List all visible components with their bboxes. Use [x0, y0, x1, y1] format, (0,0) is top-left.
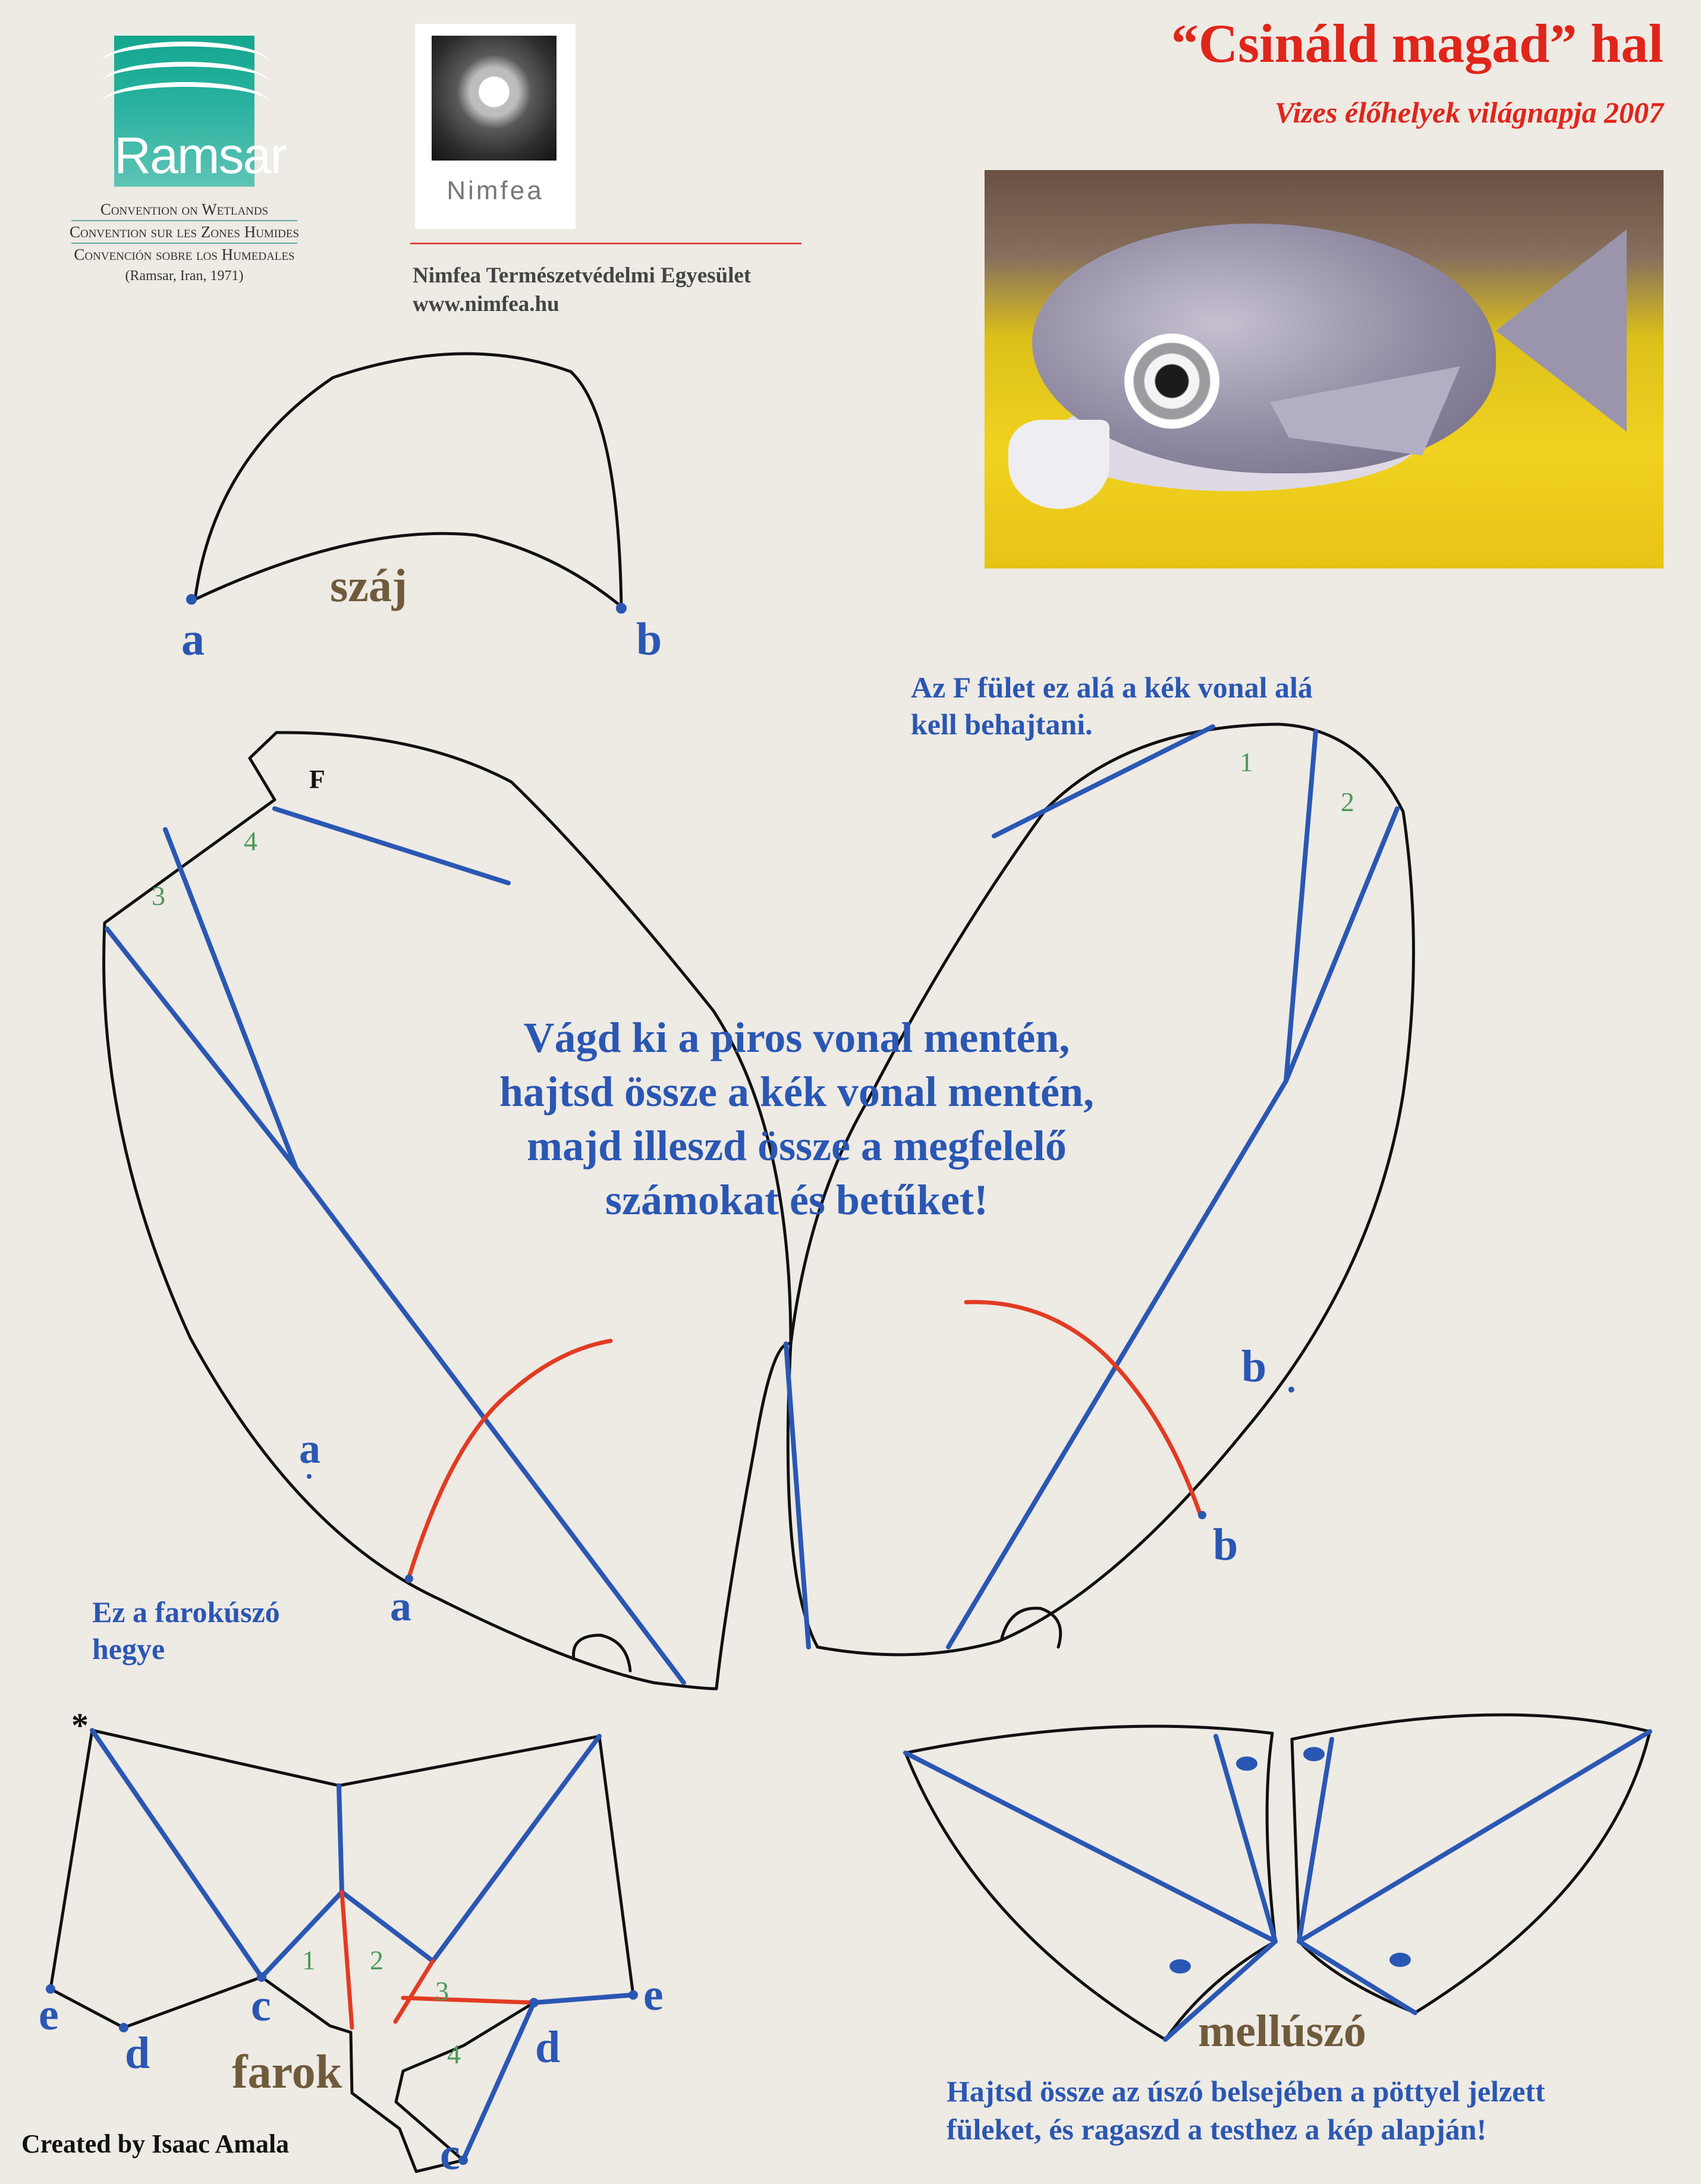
marker-dot: [186, 594, 197, 605]
fold-line: [534, 1995, 633, 2003]
cut-line: [403, 1998, 534, 2003]
fin-tab-dot: [1303, 1747, 1325, 1761]
tail-tip-note: [92, 1594, 280, 1667]
nimfea-org-name: Nimfea Természetvédelmi Egyesület: [413, 263, 752, 288]
marker-letter-e: e: [643, 1970, 664, 2020]
marker-letter-a: a: [299, 1425, 320, 1472]
tail-tip-note-line2: hegye: [92, 1632, 165, 1666]
page-title: “Csináld magad” hal: [1171, 13, 1664, 74]
tab-f-instruction-line1: Az F fület ez alá a kék vonal alá: [911, 671, 1313, 704]
tab-left-outline: [574, 1635, 630, 1671]
marker-dot: [628, 1990, 638, 2000]
fold-number-3: 3: [152, 881, 165, 911]
fold-number-4: 4: [244, 826, 257, 856]
ramsar-line-french: Convention sur les Zones Humides: [69, 223, 300, 241]
cut-line: [966, 1302, 1200, 1513]
nimfea-website: www.nimfea.hu: [413, 292, 559, 316]
fold-line: [296, 1168, 684, 1683]
fin-tab-dot: [1236, 1756, 1257, 1771]
fold-number-1: 1: [1240, 747, 1253, 777]
cut-line: [409, 1341, 611, 1577]
main-instruction-line3: majd illeszd össze a megfelelő: [527, 1122, 1067, 1170]
cut-line: [342, 1892, 352, 2028]
tab-f-instruction: [911, 669, 1313, 743]
fold-number-2: 2: [370, 1945, 383, 1975]
fold-number-2: 2: [1341, 787, 1354, 817]
ramsar-logo-word: Ramsar: [114, 127, 287, 184]
fold-lines: [92, 727, 1650, 2160]
marker-dot: [529, 1998, 539, 2007]
fold-number-4: 4: [447, 2039, 461, 2069]
marker-dot: [307, 1474, 312, 1479]
main-instruction-line4: számokat és betűket!: [605, 1176, 988, 1224]
fold-line: [1299, 1941, 1415, 2013]
marker-letter-b: b: [636, 613, 662, 665]
cut-lines: [342, 1302, 1200, 2028]
fold-line: [275, 809, 508, 883]
fold-line: [339, 1786, 342, 1892]
marker-dot: [616, 603, 627, 614]
fold-number-1: 1: [302, 1945, 316, 1975]
fold-number-3: 3: [435, 1976, 449, 2006]
marker-letter-a: a: [181, 613, 205, 665]
fold-line: [463, 2003, 534, 2160]
fold-line: [1299, 1732, 1650, 1941]
tail-tip-note-line1: Ez a farokúszó: [92, 1595, 280, 1629]
fold-line: [165, 829, 296, 1168]
marker-letter-e: e: [39, 1990, 59, 2040]
marker-dot: [1198, 1511, 1206, 1519]
ramsar-line-spanish: Convención sobre los Humedales: [74, 246, 295, 263]
marker-letter-c: c: [251, 1981, 271, 2031]
marker-letter-c: c: [440, 2129, 460, 2179]
fold-line: [1286, 809, 1397, 1081]
fold-line: [994, 727, 1213, 836]
tab-f-label: F: [309, 765, 325, 794]
pectoral-fin-label: mellúszó: [1198, 2006, 1366, 2056]
credit-text: Created by Isaac Amala: [21, 2129, 290, 2158]
marker-letter-b: b: [1241, 1341, 1267, 1391]
fin-tab-dot: [1169, 1959, 1191, 1974]
cut-line: [395, 1961, 433, 2022]
fin-instruction-line1: Hajtsd össze az úszó belsejében a pöttyel jelzett: [947, 2075, 1545, 2108]
marker-letter-d: d: [535, 2022, 561, 2072]
mouth-outline: [195, 354, 621, 607]
main-instruction-line2: hajtsd össze a kék vonal mentén,: [499, 1068, 1095, 1115]
tail-label: farok: [232, 2046, 342, 2098]
fold-line: [107, 929, 296, 1168]
marker-letter-b: b: [1213, 1520, 1238, 1570]
fin-instruction: [947, 2072, 1545, 2148]
ramsar-line-place: (Ramsar, Iran, 1971): [125, 268, 244, 284]
fold-line: [433, 1736, 599, 1961]
marker-dot: [1288, 1387, 1294, 1393]
marker-letter-d: d: [125, 2028, 150, 2078]
mouth-label: száj: [330, 560, 407, 611]
fold-line: [1286, 731, 1316, 1081]
nimfea-logo-word: Nimfea: [447, 176, 544, 205]
marker-letter-a: a: [390, 1582, 411, 1630]
fold-line: [92, 1730, 262, 1977]
page-subtitle: Vizes élőhelyek világnapja 2007: [1274, 96, 1664, 129]
ramsar-line-english: Convention on Wetlands: [100, 200, 269, 218]
fin-tab-dot: [1389, 1953, 1411, 1967]
main-instruction: [381, 1011, 1213, 1227]
tab-right-outline: [1002, 1608, 1061, 1647]
fold-line: [905, 1753, 1275, 1941]
fold-line: [1299, 1739, 1332, 1941]
fin-instruction-line2: füleket, és ragaszd a testhez a kép alapján!: [947, 2113, 1487, 2146]
fold-line: [342, 1892, 433, 1961]
tab-f-instruction-line2: kell behajtani.: [911, 708, 1093, 741]
tail-tip-star: *: [71, 1706, 89, 1745]
main-instruction-line1: Vágd ki a piros vonal mentén,: [523, 1014, 1070, 1061]
